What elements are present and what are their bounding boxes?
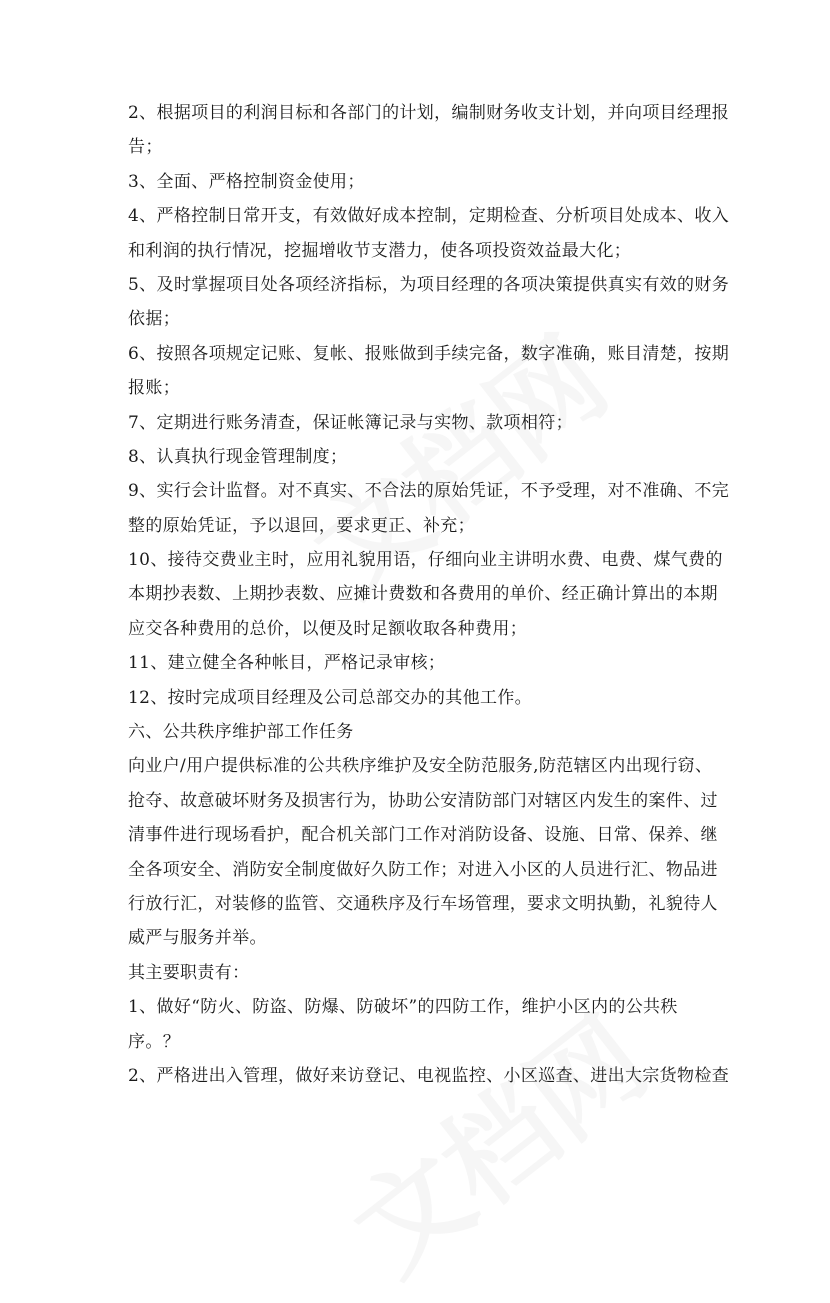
text-line: 序。？ [128,1031,181,1052]
text-line: 行放行汇，对装修的监管、交通秩序及行车场管理，要求文明执勤，礼貌待人 [128,893,718,914]
text-line: 和利润的执行情况，挖掘增收节支潜力，使各项投资效益最大化； [128,240,632,261]
text-line: 2、根据项目的利润目标和各部门的计划，编制财务收支计划，并向项目经理报 [128,103,730,123]
text-line: 8、认真执行现金管理制度； [128,446,348,467]
text-line: 2、严格进出入管理，做好来访登记、电视监控、小区巡查、进出大宗货物检查 [128,1065,730,1086]
text-line: 6、按照各项规定记账、复帐、报账做到手续完备，数字准确，账目清楚，按期 [128,343,730,364]
text-line: 依据； [128,309,181,330]
text-line: 整的原始凭证，予以退回，要求更正、补充； [128,515,475,536]
text-line: 向业户/用户提供标准的公共秩序维护及安全防范服务,防范辖区内出现行窃、 [128,756,713,777]
text-line: 11、建立健全各种帐目，严格记录审核； [128,653,446,674]
text-line: 本期抄表数、上期抄表数、应摊计费数和各费用的单价、经正确计算出的本期 [128,584,718,605]
text-line: 全各项安全、消防安全制度做好久防工作；对进入小区的人员进行汇、物品进 [128,859,718,880]
text-line: 12、按时完成项目经理及公司总部交办的其他工作。 [128,687,533,708]
text-line: 告； [128,137,163,158]
text-line: 4、严格控制日常开支，有效做好成本控制，定期检查、分析项目处成本、收入 [128,206,730,227]
text-line: 7、定期进行账务清查，保证帐簿记录与实物、款项相符； [128,412,573,433]
text-line: 10、接待交费业主时，应用礼貌用语，仔细向业主讲明水费、电费、煤气费的 [128,550,723,571]
section-heading: 六、公共秩序维护部工作任务 [128,722,354,743]
document-body [128,96,730,1093]
text-line: 5、及时掌握项目处各项经济指标，为项目经理的各项决策提供真实有效的财务 [128,274,730,295]
text-line: 9、实行会计监督。对不真实、不合法的原始凭证，不予受理，对不准确、不完 [128,481,730,502]
text-line: 1、做好“防火、防盗、防爆、防破坏”的四防工作，维护小区内的公共秩 [128,997,678,1018]
text-line: 其主要职责有： [128,962,250,983]
text-line: 应交各种费用的总价，以便及时足额收取各种费用； [128,618,528,639]
text-line: 威严与服务并举。 [128,928,267,949]
text-line: 3、全面、严格控制资金使用； [128,171,365,192]
text-line: 报账； [128,378,181,399]
text-line: 清事件进行现场看护，配合机关部门工作对消防设备、设施、日常、保养、继 [128,825,718,846]
text-line: 抢夺、故意破坏财务及损害行为，协助公安清防部门对辖区内发生的案件、过 [128,790,718,811]
